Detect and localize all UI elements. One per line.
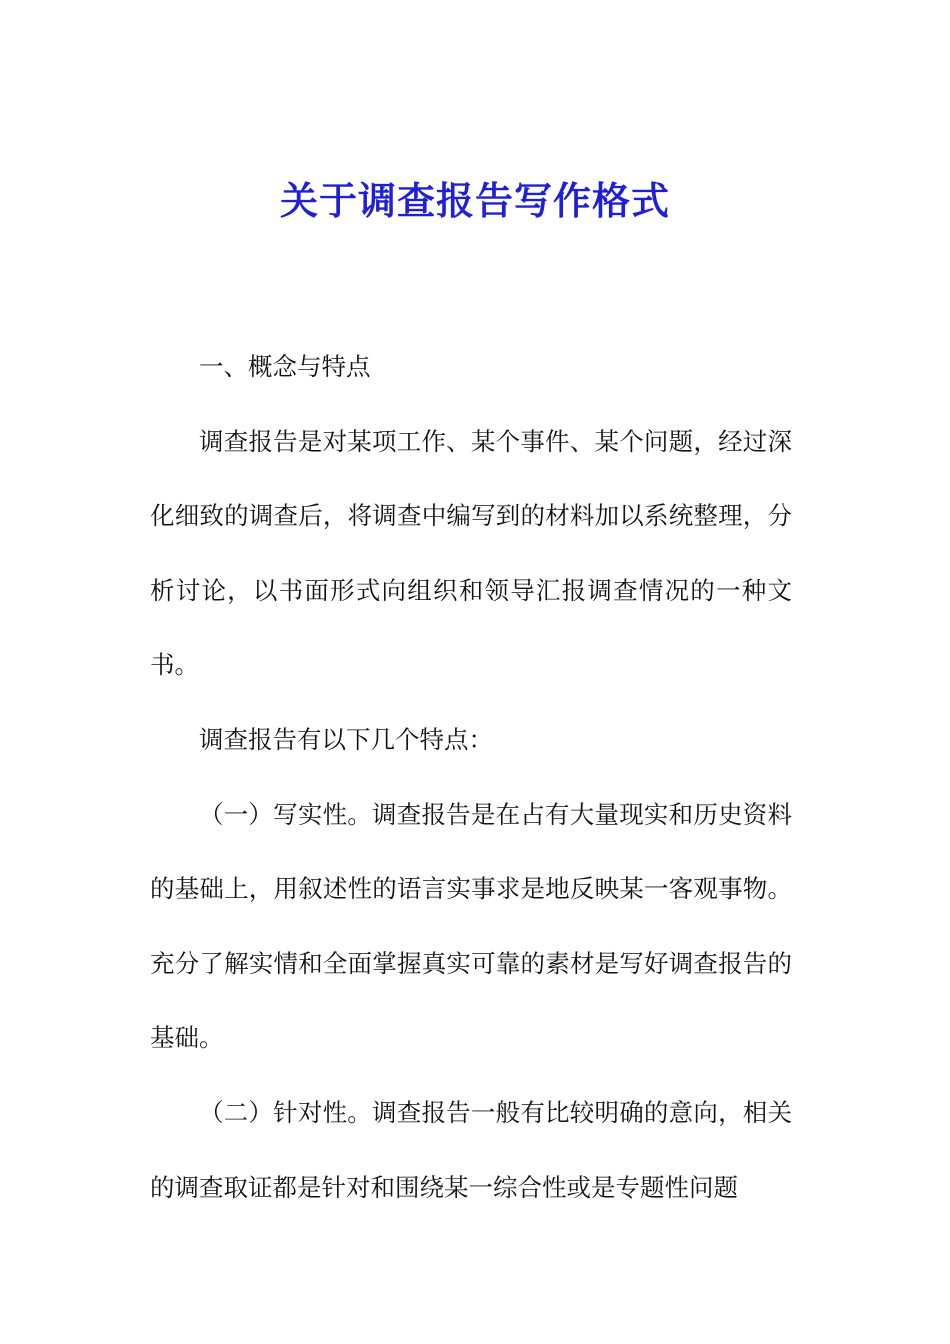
section-heading: 一、概念与特点	[199, 352, 371, 381]
paragraph-feature-1: （一）写实性。调查报告是在占有大量现实和历史资料的基础上，用叙述性的语言实事求是地反映某一客观事物。充分了解实情和全面掌握真实可靠的素材是写好调查报告的基础。	[150, 799, 792, 1053]
document-body	[150, 330, 792, 1225]
paragraph-definition: 调查报告是对某项工作、某个事件、某个问题，经过深化细致的调查后，将调查中编写到的材料加以系统整理，分析讨论，以书面形式向组织和领导汇报调查情况的一种文书。	[150, 426, 792, 680]
paragraph-features-intro: 调查报告有以下几个特点：	[199, 724, 493, 754]
paragraph-feature-2: （二）针对性。调查报告一般有比较明确的意向，相关的调查取证都是针对和围绕某一综合性或是专题性问题	[150, 1097, 792, 1202]
document-title: 关于调查报告写作格式	[279, 179, 670, 223]
